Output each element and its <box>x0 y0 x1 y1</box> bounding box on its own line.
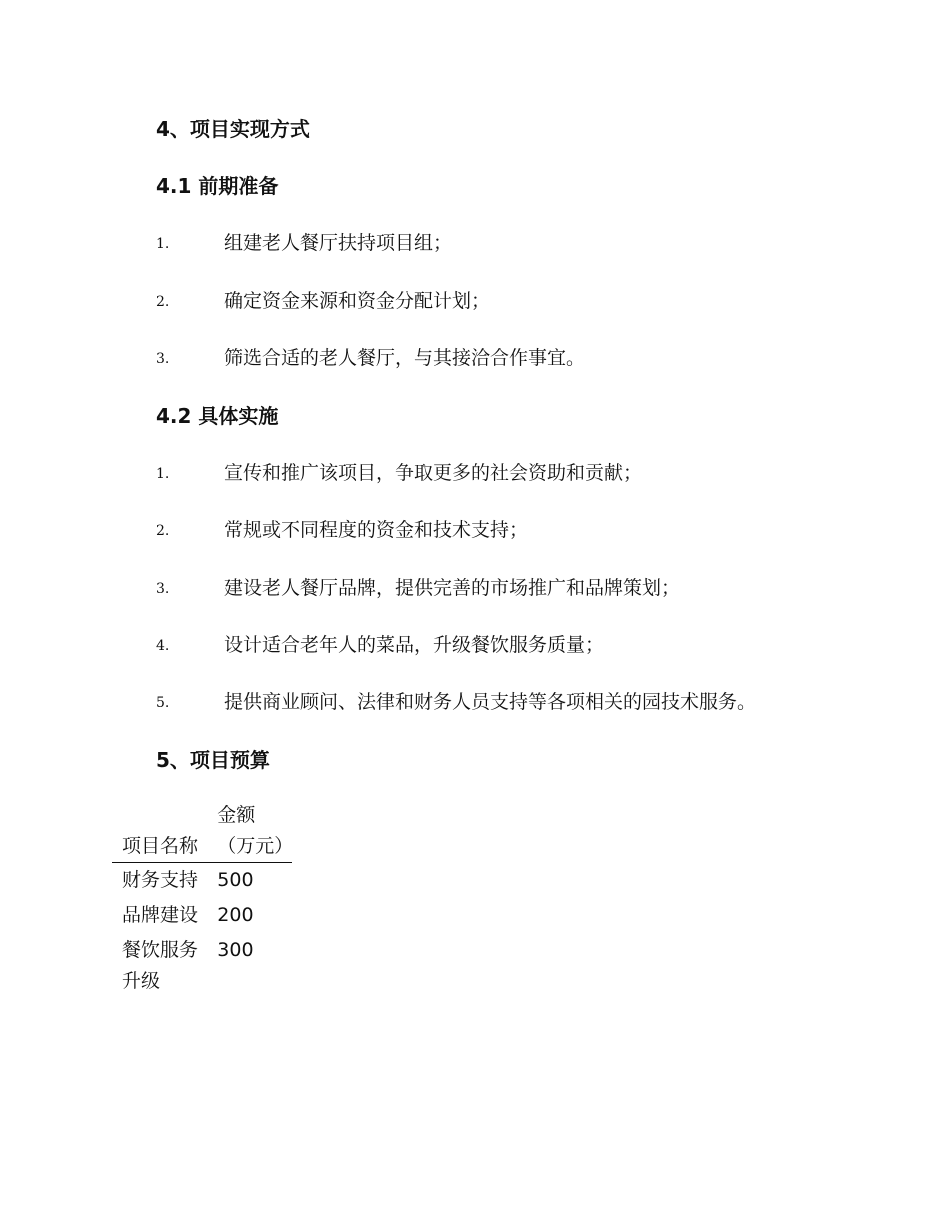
list-number: 3. <box>156 581 170 597</box>
list-text: 宣传和推广该项目，争取更多的社会资助和贡献； <box>224 462 643 484</box>
list-number: 2. <box>156 523 170 539</box>
list-text: 确定资金来源和资金分配计划； <box>224 290 491 312</box>
list-item <box>156 288 916 314</box>
list-number: 3. <box>156 351 170 367</box>
cell-amount: 300 <box>217 939 254 961</box>
cell-project-name: 品牌建设 <box>122 904 199 926</box>
table-cell <box>207 863 292 899</box>
table-row <box>112 863 292 899</box>
list-number: 5. <box>156 695 170 711</box>
budget-table <box>112 800 292 999</box>
list-item <box>156 517 916 543</box>
list-item <box>156 230 916 256</box>
list-text: 常规或不同程度的资金和技术支持； <box>224 519 529 541</box>
list-text: 提供商业顾问、法律和财务人员支持等各项相关的园技术服务。 <box>224 691 757 713</box>
list-number: 2. <box>156 294 170 310</box>
list-item <box>156 689 916 715</box>
table-row <box>112 933 292 999</box>
table-cell <box>112 933 207 999</box>
list-number: 1. <box>156 236 170 252</box>
table-cell <box>207 933 292 999</box>
list-text: 建设老人餐厅品牌，提供完善的市场推广和品牌策划； <box>224 577 681 599</box>
list-item <box>156 632 916 658</box>
cell-amount: 500 <box>217 869 254 891</box>
table-row <box>112 898 292 933</box>
cell-amount: 200 <box>217 904 254 926</box>
table-header-row <box>112 800 292 863</box>
list-number: 4. <box>156 638 170 654</box>
table-header-cell <box>207 800 292 863</box>
subsection-heading-4-1: 4.1 前期准备 <box>156 174 279 198</box>
section-heading-5: 5、项目预算 <box>156 748 270 772</box>
list-text: 设计适合老年人的菜品，升级餐饮服务质量； <box>224 634 605 656</box>
section-heading-4: 4、项目实现方式 <box>156 117 310 141</box>
list-number: 1. <box>156 466 170 482</box>
list-text: 筛选合适的老人餐厅，与其接洽合作事宜。 <box>224 347 586 369</box>
cell-project-name: 餐饮服务升级 <box>122 939 199 992</box>
cell-project-name: 财务支持 <box>122 869 199 891</box>
list-text: 组建老人餐厅扶持项目组； <box>224 232 453 254</box>
header-amount: 金额（万元） <box>217 804 294 857</box>
list-item <box>156 345 916 371</box>
table-cell <box>207 898 292 933</box>
list-item <box>156 575 916 601</box>
table-header-cell <box>112 800 207 863</box>
table-cell <box>112 863 207 899</box>
subsection-heading-4-2: 4.2 具体实施 <box>156 404 279 428</box>
header-project-name: 项目名称 <box>122 835 199 857</box>
table-cell <box>112 898 207 933</box>
list-item <box>156 460 916 486</box>
